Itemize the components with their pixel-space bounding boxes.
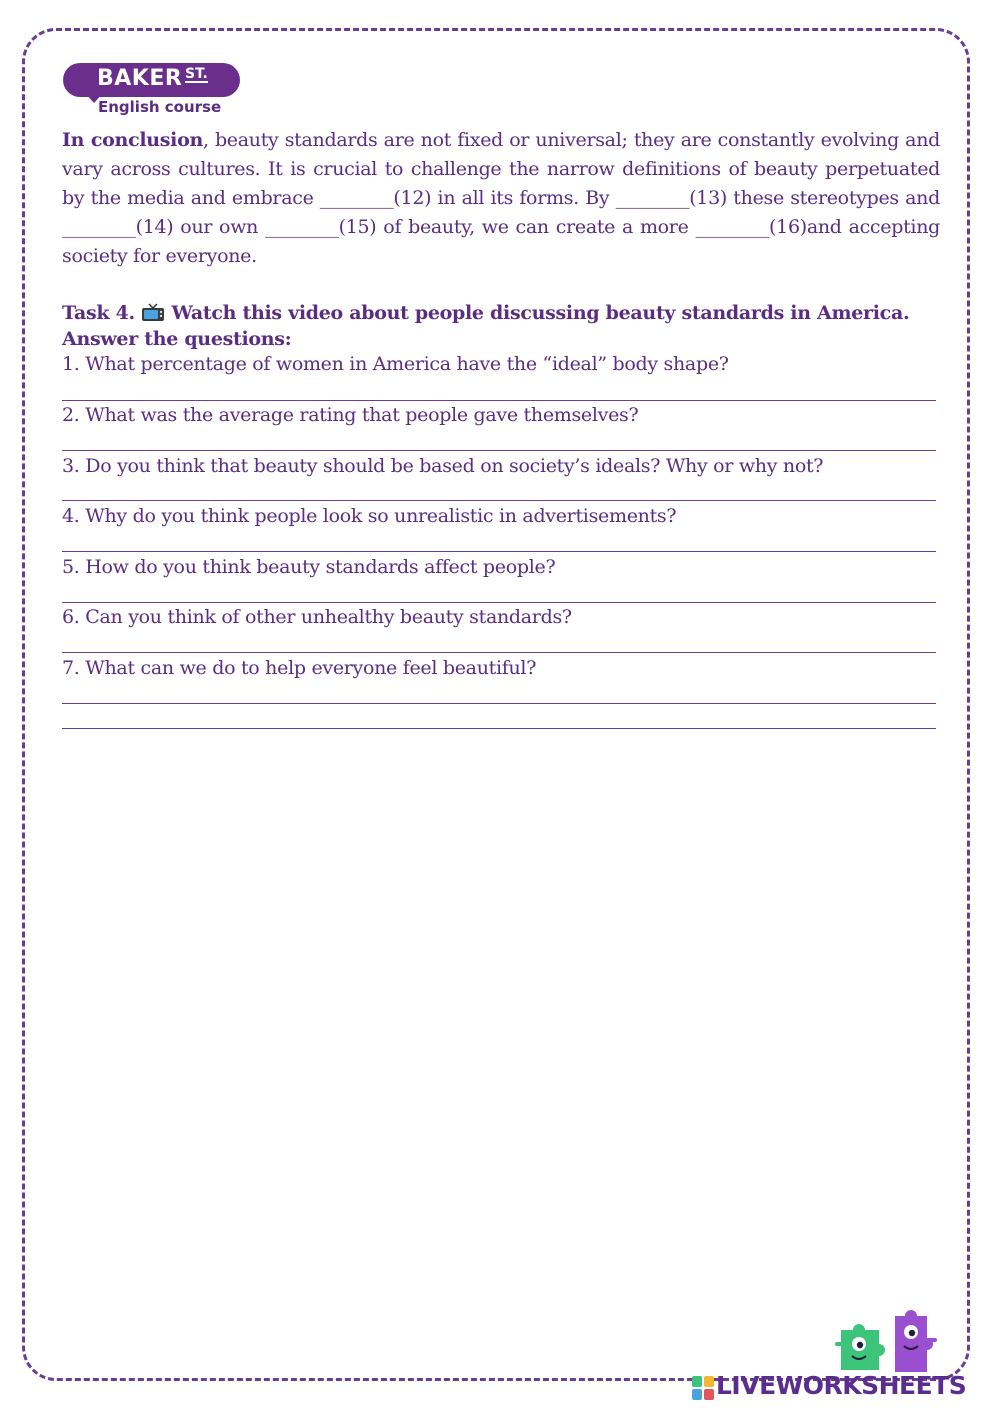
task-title: Watch this video about people discussing beauty standards in America.	[171, 302, 910, 324]
logo-brand: BAKER	[97, 66, 183, 91]
answer-line-4[interactable]	[62, 551, 936, 552]
task-heading	[62, 300, 942, 352]
liveworksheets-live-badge-icon	[692, 1376, 714, 1400]
question-4: 4. Why do you think people look so unrealistic in advertisements?	[62, 505, 677, 527]
baker-st-logo	[63, 63, 243, 119]
answer-line-7b[interactable]	[62, 728, 936, 729]
paragraph-lead: In conclusion	[62, 129, 203, 151]
task-label: Task 4.	[62, 302, 135, 324]
answer-line-3[interactable]	[62, 500, 936, 501]
paragraph-body: , beauty standards are not fixed or universal; they are constantly evolving and vary across cultures. It is crucial to challenge the narrow definitions of beauty perpetuated by the media and embrace ________(12) in all its forms. By ________(13) these stereotypes and ________(14) our own ________(15) of beauty, we can create a more ________(16)and accepting society for everyone.	[62, 129, 940, 267]
conclusion-paragraph	[62, 126, 940, 271]
question-5: 5. How do you think beauty standards affect people?	[62, 556, 556, 578]
question-6: 6. Can you think of other unhealthy beauty standards?	[62, 606, 572, 628]
answer-line-5[interactable]	[62, 602, 936, 603]
question-2: 2. What was the average rating that people gave themselves?	[62, 404, 639, 426]
liveworksheets-brand: LIVEWORKSHEETS	[716, 1371, 967, 1400]
answer-line-1[interactable]	[62, 400, 936, 401]
liveworksheets-mascot-icon	[833, 1308, 943, 1374]
question-3: 3. Do you think that beauty should be based on society’s ideals? Why or why not?	[62, 455, 824, 477]
logo-brand-suffix: ST.	[185, 66, 208, 82]
tv-icon	[141, 303, 165, 322]
question-7: 7. What can we do to help everyone feel beautiful?	[62, 657, 537, 679]
task-instruction: Answer the questions:	[62, 328, 292, 350]
logo-subtitle: English course	[98, 98, 222, 116]
answer-line-7a[interactable]	[62, 703, 936, 704]
question-1: 1. What percentage of women in America have the “ideal” body shape?	[62, 353, 729, 375]
answer-line-6[interactable]	[62, 652, 936, 653]
answer-line-2[interactable]	[62, 450, 936, 451]
